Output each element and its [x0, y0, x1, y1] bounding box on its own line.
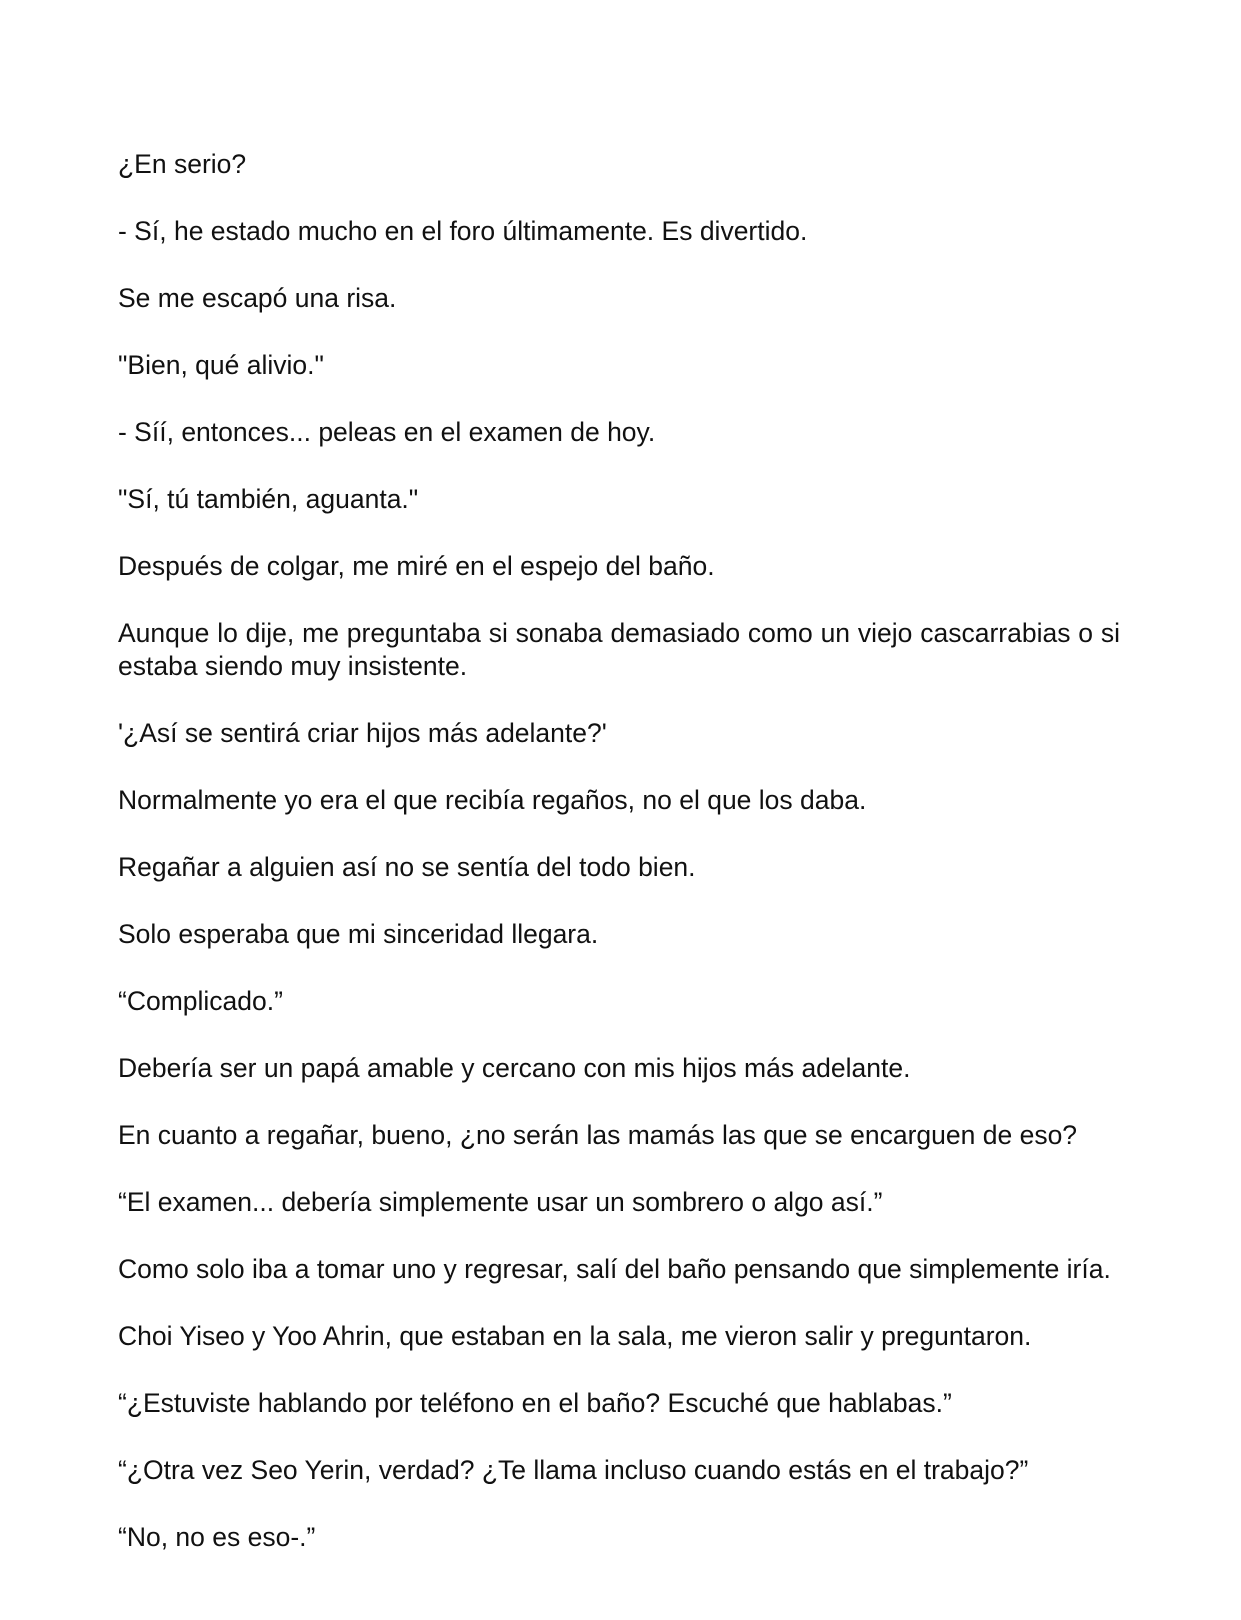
paragraph: Como solo iba a tomar uno y regresar, salí del baño pensando que simplemente iría.	[118, 1254, 1111, 1284]
paragraph: Después de colgar, me miré en el espejo del baño.	[118, 551, 715, 581]
paragraph: Regañar a alguien así no se sentía del todo bien.	[118, 852, 696, 882]
paragraph: "Sí, tú también, aguanta."	[118, 484, 419, 514]
paragraph: "Bien, qué alivio."	[118, 350, 324, 380]
paragraph: “No, no es eso-.”	[118, 1522, 316, 1552]
paragraph: Se me escapó una risa.	[118, 283, 397, 313]
paragraph: Solo esperaba que mi sinceridad llegara.	[118, 919, 599, 949]
paragraph: '¿Así se sentirá criar hijos más adelante?'	[118, 718, 607, 748]
paragraph: Debería ser un papá amable y cercano con mis hijos más adelante.	[118, 1053, 911, 1083]
paragraph: Choi Yiseo y Yoo Ahrin, que estaban en la sala, me vieron salir y preguntaron.	[118, 1321, 1032, 1351]
paragraph: Normalmente yo era el que recibía regaños, no el que los daba.	[118, 785, 867, 815]
paragraph: “¿Otra vez Seo Yerin, verdad? ¿Te llama incluso cuando estás en el trabajo?”	[118, 1455, 1029, 1485]
document-body	[118, 148, 1120, 1588]
paragraph: “Complicado.”	[118, 986, 283, 1016]
paragraph: “¿Estuviste hablando por teléfono en el baño? Escuché que hablabas.”	[118, 1388, 952, 1418]
paragraph: Aunque lo dije, me preguntaba si sonaba demasiado como un viejo cascarrabias o si estaba siendo muy insistente.	[118, 618, 1120, 681]
paragraph: “El examen... debería simplemente usar un sombrero o algo así.”	[118, 1187, 883, 1217]
paragraph: En cuanto a regañar, bueno, ¿no serán las mamás las que se encarguen de eso?	[118, 1120, 1078, 1150]
paragraph: - Síí, entonces... peleas en el examen de hoy.	[118, 417, 656, 447]
paragraph: ¿En serio?	[118, 149, 247, 179]
paragraph: - Sí, he estado mucho en el foro últimamente. Es divertido.	[118, 216, 808, 246]
